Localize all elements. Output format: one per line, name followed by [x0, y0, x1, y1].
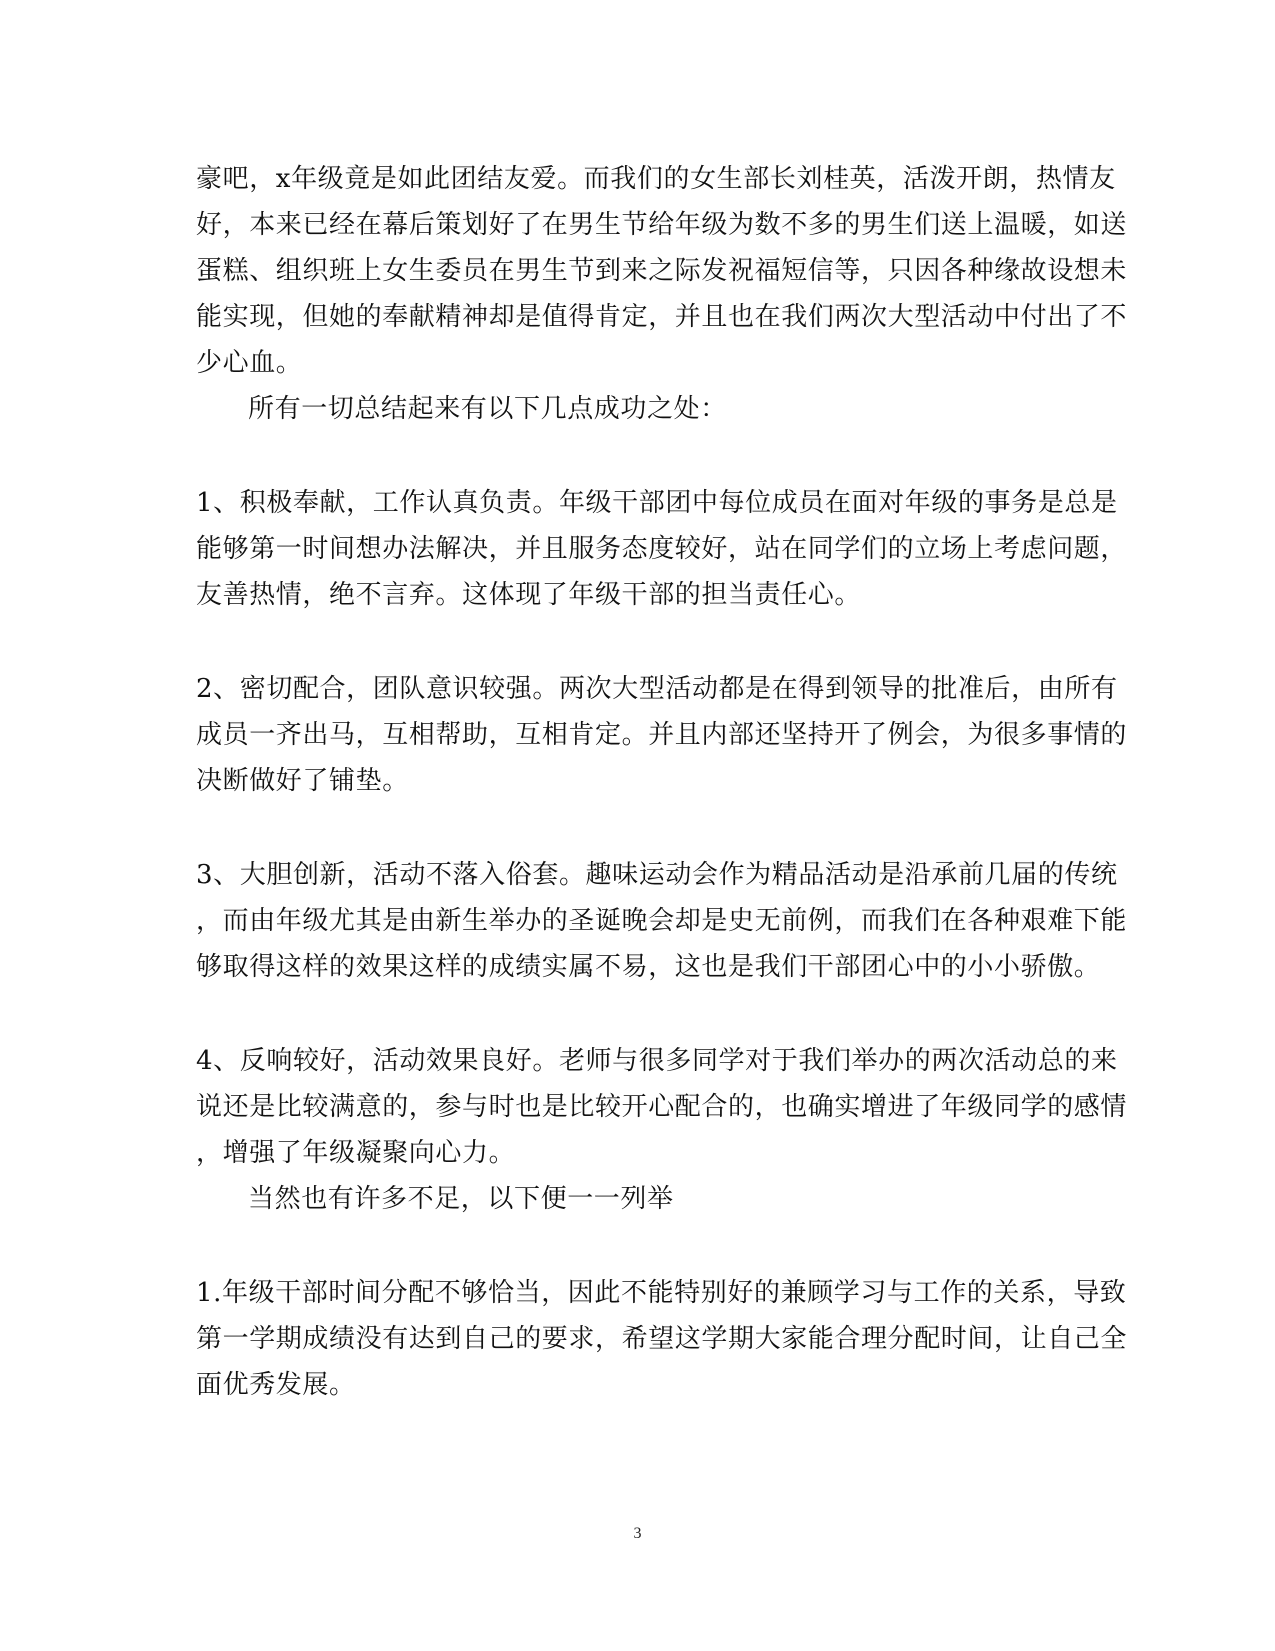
text-line: 2、密切配合，团队意识较强。两次大型活动都是在得到领导的批准后，由所有	[196, 674, 1118, 704]
text-line: 蛋糕、组织班上女生委员在男生节到来之际发祝福短信等，只因各种缘故设想未	[196, 256, 1128, 286]
text-line: 1.年级干部时间分配不够恰当，因此不能特别好的兼顾学习与工作的关系，导致	[196, 1278, 1127, 1308]
text-line: 面优秀发展。	[196, 1370, 356, 1400]
paragraph-point-4	[196, 1038, 1128, 1176]
paragraph-spacer	[196, 618, 1076, 666]
paragraph-point-2	[196, 666, 1128, 804]
text-line: 当然也有许多不足，以下便一一列举	[248, 1184, 674, 1214]
text-line: 1、积极奉献，工作认真负责。年级干部团中每位成员在面对年级的事务是总是	[196, 488, 1118, 518]
paragraph-intro	[196, 156, 1128, 386]
paragraph-spacer	[196, 1222, 1076, 1270]
paragraph-success-heading	[196, 386, 1076, 432]
page-number: 3	[633, 1525, 642, 1542]
text-line: 决断做好了铺垫。	[196, 766, 409, 796]
text-line: 豪吧，x年级竟是如此团结友爱。而我们的女生部长刘桂英，活泼开朗，热情友	[196, 164, 1116, 194]
text-line: 友善热情，绝不言弃。这体现了年级干部的担当责任心。	[196, 580, 862, 610]
paragraph-shortcoming-1	[196, 1270, 1128, 1408]
text-line: ，而由年级尤其是由新生举办的圣诞晚会却是史无前例，而我们在各种艰难下能	[196, 906, 1128, 936]
text-line: 够取得这样的效果这样的成绩实属不易，这也是我们干部团心中的小小骄傲。	[196, 952, 1101, 982]
text-line: 说还是比较满意的，参与时也是比较开心配合的，也确实增进了年级同学的感情	[196, 1092, 1128, 1122]
paragraph-spacer	[196, 432, 1076, 480]
paragraph-spacer	[196, 804, 1076, 852]
paragraph-shortcomings-heading	[196, 1176, 1076, 1222]
text-line: 4、反响较好，活动效果良好。老师与很多同学对于我们举办的两次活动总的来	[196, 1046, 1118, 1076]
text-line: 少心血。	[196, 348, 303, 378]
text-line: ，增强了年级凝聚向心力。	[196, 1138, 516, 1168]
text-line: 第一学期成绩没有达到自己的要求，希望这学期大家能合理分配时间，让自己全	[196, 1324, 1128, 1354]
document-body	[196, 156, 1128, 1408]
text-line: 成员一齐出马，互相帮助，互相肯定。并且内部还坚持开了例会，为很多事情的	[196, 720, 1128, 750]
text-line: 能够第一时间想办法解决，并且服务态度较好，站在同学们的立场上考虑问题，	[196, 534, 1128, 564]
text-line: 3、大胆创新，活动不落入俗套。趣味运动会作为精品活动是沿承前几届的传统	[196, 860, 1118, 890]
text-line: 能实现，但她的奉献精神却是值得肯定，并且也在我们两次大型活动中付出了不	[196, 302, 1128, 332]
paragraph-point-3	[196, 852, 1128, 990]
paragraph-point-1	[196, 480, 1128, 618]
paragraph-spacer	[196, 990, 1076, 1038]
text-line: 所有一切总结起来有以下几点成功之处：	[248, 394, 727, 424]
text-line: 好，本来已经在幕后策划好了在男生节给年级为数不多的男生们送上温暖，如送	[196, 210, 1128, 240]
